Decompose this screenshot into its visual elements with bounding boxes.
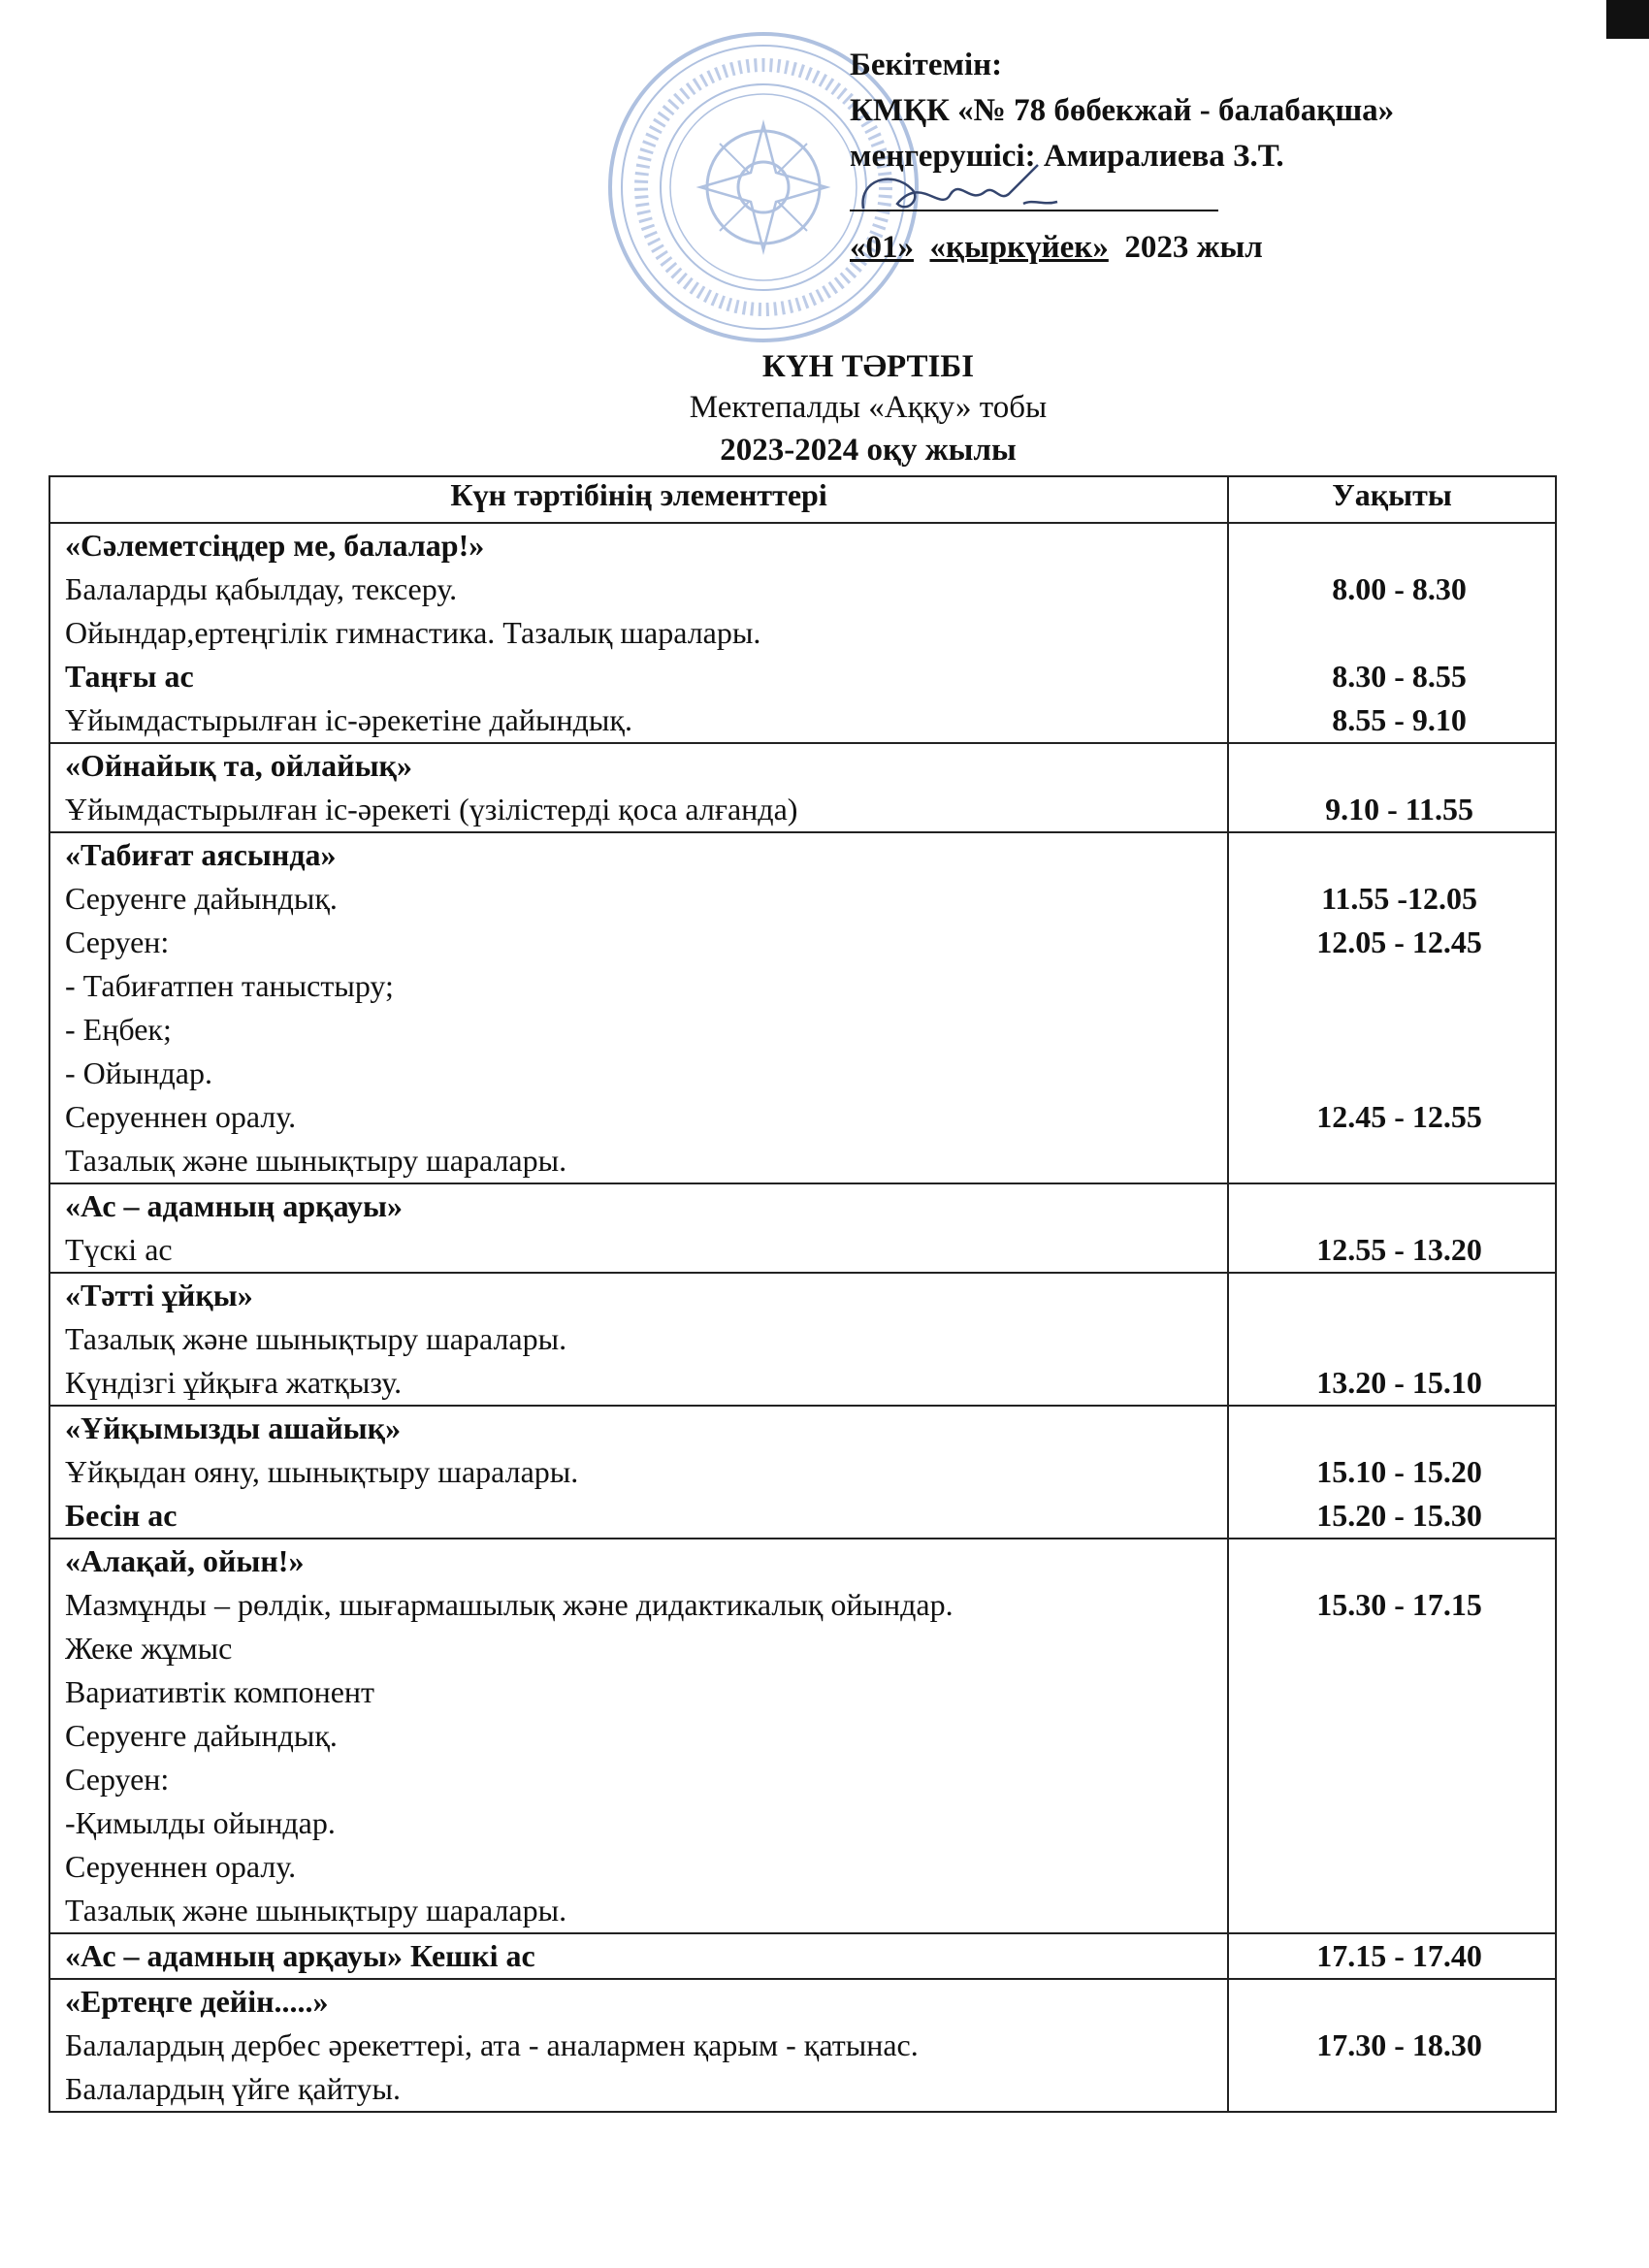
column-header-time: Уақыты xyxy=(1228,476,1556,523)
schedule-item: «Ертеңге дейін.....» xyxy=(65,1984,329,2019)
schedule-item: Серуен: xyxy=(65,924,170,959)
schedule-item: «Ойнайық та, ойлайық» xyxy=(65,748,412,783)
schedule-time xyxy=(1244,1845,1555,1889)
schedule-item: Ойындар,ертеңгілік гимнастика. Тазалық шаралары. xyxy=(65,615,761,650)
schedule-time xyxy=(1244,1184,1555,1228)
schedule-time xyxy=(1244,524,1555,567)
schedule-time xyxy=(1244,1139,1555,1183)
schedule-item: «Тәтті ұйқы» xyxy=(65,1278,253,1312)
table-row xyxy=(49,1406,1556,1539)
institution-name: КМҚК «№ 78 бөбекжай - балабақша» xyxy=(850,93,1395,128)
schedule-item: Түскі ас xyxy=(65,1232,173,1267)
schedule-item: «Ас – адамның арқауы» Кешкі ас xyxy=(65,1938,535,1973)
time-cell xyxy=(1228,1273,1556,1406)
elements-cell xyxy=(49,1406,1228,1539)
elements-cell xyxy=(49,1273,1228,1406)
page-title: КҮН ТӘРТІБІ xyxy=(761,349,975,384)
schedule-time: 12.05 - 12.45 xyxy=(1316,924,1482,959)
schedule-item: Таңғы ас xyxy=(65,659,194,694)
schedule-time xyxy=(1244,1801,1555,1845)
schedule-time: 8.00 - 8.30 xyxy=(1332,571,1467,606)
schedule-time xyxy=(1244,833,1555,877)
schedule-time xyxy=(1244,1670,1555,1714)
schedule-time xyxy=(1244,1758,1555,1801)
schedule-item: Ұйымдастырылған іс-әрекеті (үзілістерді қоса алғанда) xyxy=(65,792,798,826)
approval-block xyxy=(850,43,1394,271)
elements-cell xyxy=(49,1933,1228,1979)
schedule-item: Серуенге дайындық. xyxy=(65,881,338,916)
time-cell xyxy=(1228,1539,1556,1933)
schedule-time: 8.55 - 9.10 xyxy=(1332,702,1467,737)
schedule-item: Ұйымдастырылған іс-әрекетіне дайындық. xyxy=(65,702,632,737)
time-cell xyxy=(1228,1933,1556,1979)
schedule-item: Тазалық және шынықтыру шаралары. xyxy=(65,1143,567,1178)
time-cell xyxy=(1228,1979,1556,2112)
elements-cell xyxy=(49,523,1228,743)
table-row xyxy=(49,1979,1556,2112)
schedule-item: Күндізгі ұйқыға жатқызу. xyxy=(65,1365,403,1400)
time-cell xyxy=(1228,1183,1556,1273)
schedule-item: - Ойындар. xyxy=(65,1055,212,1090)
schedule-table xyxy=(48,475,1557,2113)
schedule-time xyxy=(1244,1317,1555,1361)
group-name: Мектепалды «Аққу» тобы xyxy=(689,390,1048,425)
table-row xyxy=(49,832,1556,1183)
schedule-body xyxy=(49,523,1556,2112)
elements-cell xyxy=(49,832,1228,1183)
time-cell xyxy=(1228,743,1556,832)
schedule-time xyxy=(1244,1714,1555,1758)
scan-edge xyxy=(1606,0,1649,39)
schedule-item: Серуенге дайындық. xyxy=(65,1718,338,1753)
schedule-time: 17.30 - 18.30 xyxy=(1316,2027,1482,2062)
schedule-time: 11.55 -12.05 xyxy=(1321,881,1477,916)
schedule-item: Серуеннен оралу. xyxy=(65,1099,297,1134)
schedule-item: Тазалық және шынықтыру шаралары. xyxy=(65,1893,567,1928)
academic-year: 2023-2024 оқу жылы xyxy=(720,433,1017,468)
approval-date xyxy=(850,225,1394,271)
schedule-item: - Еңбек; xyxy=(65,1012,172,1047)
schedule-item: «Ұйқымызды ашайық» xyxy=(65,1410,402,1445)
schedule-time xyxy=(1244,964,1555,1008)
date-month: «қыркүйек» xyxy=(929,230,1109,265)
elements-cell xyxy=(49,743,1228,832)
schedule-item: -Қимылды ойындар. xyxy=(65,1805,336,1840)
date-day: «01» xyxy=(850,230,914,265)
schedule-item: Жеке жұмыс xyxy=(65,1631,233,1666)
schedule-item: Балалардың дербес әрекеттері, ата - аналармен қарым - қатынас. xyxy=(65,2027,919,2062)
schedule-time: 15.10 - 15.20 xyxy=(1316,1454,1482,1489)
schedule-time xyxy=(1244,1627,1555,1670)
schedule-time: 15.30 - 17.15 xyxy=(1316,1587,1482,1622)
column-header-elements: Күн тәртібінің элементтері xyxy=(49,476,1228,523)
elements-cell xyxy=(49,1979,1228,2112)
schedule-item: «Табиғат аясында» xyxy=(65,837,337,872)
schedule-time xyxy=(1244,1274,1555,1317)
schedule-item: Мазмұнды – рөлдік, шығармашылық және дидактикалық ойындар. xyxy=(65,1587,954,1622)
schedule-time xyxy=(1244,1052,1555,1095)
schedule-time xyxy=(1244,2067,1555,2111)
schedule-time: 15.20 - 15.30 xyxy=(1316,1498,1482,1533)
table-header-row xyxy=(49,476,1556,523)
table-row xyxy=(49,1933,1556,1979)
table-row xyxy=(49,1183,1556,1273)
schedule-time: 12.45 - 12.55 xyxy=(1316,1099,1482,1134)
date-year: 2023 жыл xyxy=(1124,230,1263,265)
schedule-time xyxy=(1244,1980,1555,2024)
schedule-item: «Алақай, ойын!» xyxy=(65,1543,305,1578)
time-cell xyxy=(1228,832,1556,1183)
elements-cell xyxy=(49,1539,1228,1933)
schedule-item: - Табиғатпен таныстыру; xyxy=(65,968,394,1003)
schedule-item: Вариативтік компонент xyxy=(65,1674,375,1709)
schedule-time: 12.55 - 13.20 xyxy=(1316,1232,1482,1267)
schedule-time xyxy=(1244,744,1555,788)
table-row xyxy=(49,743,1556,832)
schedule-item: «Ас – адамның арқауы» xyxy=(65,1188,403,1223)
schedule-time xyxy=(1244,611,1555,655)
schedule-item: Балаларды қабылдау, тексеру. xyxy=(65,571,458,606)
table-row xyxy=(49,523,1556,743)
time-cell xyxy=(1228,1406,1556,1539)
schedule-time: 9.10 - 11.55 xyxy=(1325,792,1473,826)
schedule-time xyxy=(1244,1407,1555,1450)
table-row xyxy=(49,1539,1556,1933)
elements-cell xyxy=(49,1183,1228,1273)
schedule-item: Бесін ас xyxy=(65,1498,178,1533)
signature-line xyxy=(850,179,1394,225)
schedule-time xyxy=(1244,1889,1555,1932)
schedule-item: Серуен: xyxy=(65,1762,170,1797)
table-row xyxy=(49,1273,1556,1406)
schedule-item: «Сәлеметсіңдер ме, балалар!» xyxy=(65,528,485,563)
schedule-time: 8.30 - 8.55 xyxy=(1332,659,1467,694)
schedule-time: 17.15 - 17.40 xyxy=(1316,1938,1482,1973)
schedule-item: Балалардың үйге қайтуы. xyxy=(65,2071,401,2106)
schedule-item: Серуеннен оралу. xyxy=(65,1849,297,1884)
approval-label: Бекітемін: xyxy=(850,48,1003,82)
schedule-item: Ұйқыдан ояну, шынықтыру шаралары. xyxy=(65,1454,579,1489)
schedule-time xyxy=(1244,1008,1555,1052)
schedule-time xyxy=(1244,1539,1555,1583)
director-name: меңгерушісі: Амиралиева З.Т. xyxy=(850,139,1284,174)
schedule-time: 13.20 - 15.10 xyxy=(1316,1365,1482,1400)
schedule-item: Тазалық және шынықтыру шаралары. xyxy=(65,1321,567,1356)
time-cell xyxy=(1228,523,1556,743)
